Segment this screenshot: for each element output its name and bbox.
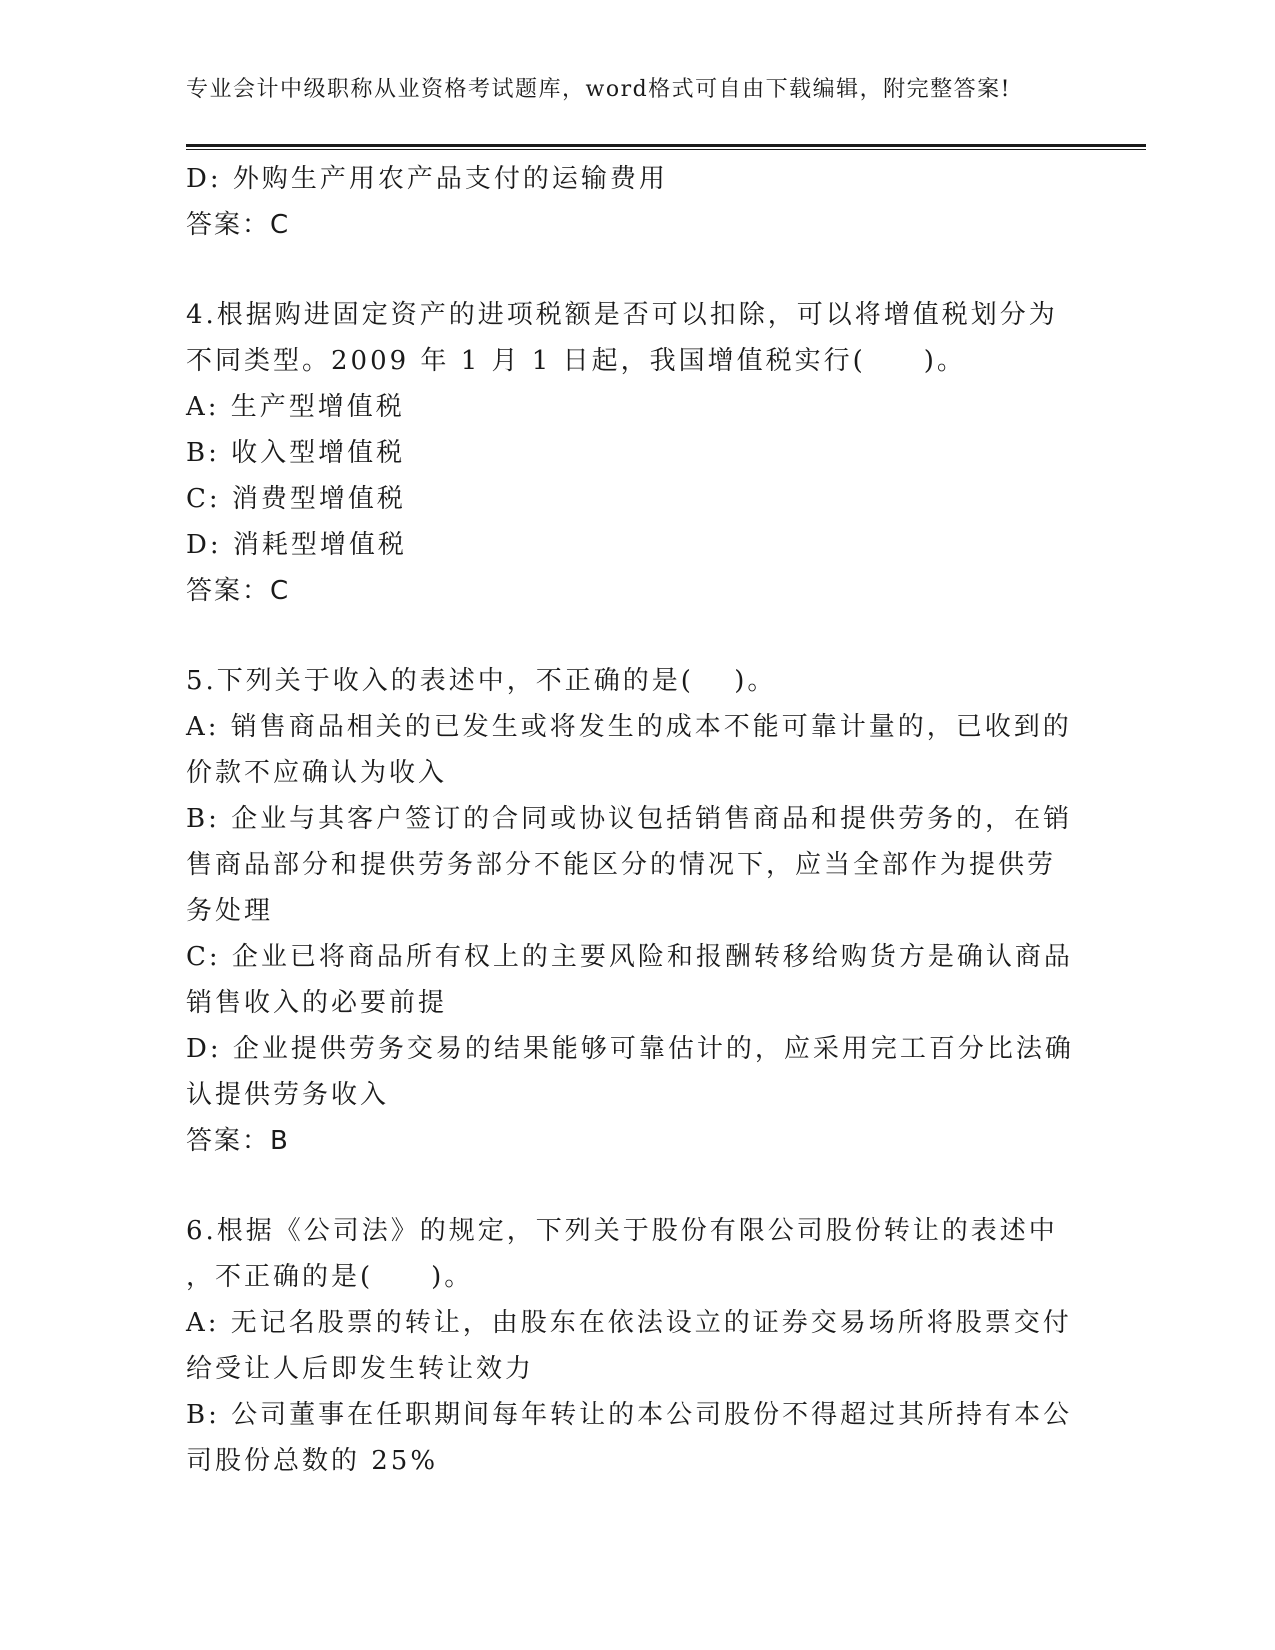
option-a: A: 无记名股票的转让，由股东在依法设立的证券交易场所将股票交付 [186,1308,1072,1338]
option-b: B: 公司董事在任职期间每年转让的本公司股份不得超过其所持有本公 [186,1400,1073,1430]
option-d: D: 外购生产用农产品支付的运输费用 [186,164,668,194]
question-6 [186,1208,1076,1484]
question-stem-line: ，不正确的是( )。 [186,1262,474,1292]
option-d-continued: 认提供劳务收入 [186,1080,390,1110]
page-header: 专业会计中级职称从业资格考试题库，word格式可自由下载编辑，附完整答案! [186,77,1012,102]
question-5 [186,658,1076,1164]
option-a-continued: 给受让人后即发生转让效力 [186,1354,535,1384]
option-b-continued: 司股份总数的 25% [186,1446,439,1476]
answer: 答案：C [186,576,291,606]
option-b: B: 企业与其客户签订的合同或协议包括销售商品和提供劳务的，在销 [186,804,1073,834]
spacer [186,614,1076,658]
option-c-continued: 销售收入的必要前提 [186,988,448,1018]
header-divider [186,144,1146,150]
question-stem-line: 6.根据《公司法》的规定，下列关于股份有限公司股份转让的表述中 [186,1216,1058,1246]
option-b-continued: 售商品部分和提供劳务部分不能区分的情况下，应当全部作为提供劳 [186,850,1057,880]
spacer [186,1164,1076,1208]
option-d: D: 消耗型增值税 [186,530,407,560]
answer: 答案：B [186,1126,290,1156]
question-stem-line: 4.根据购进固定资产的进项税额是否可以扣除，可以将增值税划分为 [186,300,1058,330]
option-b-continued: 务处理 [186,896,274,926]
document-body [186,156,1076,1484]
question-stem-line: 5.下列关于收入的表述中，不正确的是( )。 [186,666,777,696]
option-c: C: 消费型增值税 [186,484,406,514]
option-a: A: 销售商品相关的已发生或将发生的成本不能可靠计量的，已收到的 [186,712,1072,742]
option-d: D: 企业提供劳务交易的结果能够可靠估计的，应采用完工百分比法确 [186,1034,1074,1064]
answer: 答案：C [186,210,291,240]
question-4 [186,292,1076,614]
option-c: C: 企业已将商品所有权上的主要风险和报酬转移给购货方是确认商品 [186,942,1073,972]
option-a-continued: 价款不应确认为收入 [186,758,448,788]
spacer [186,248,1076,292]
question-stem-line: 不同类型。2009 年 1 月 1 日起，我国增值税实行( )。 [186,346,966,376]
option-b: B: 收入型增值税 [186,438,406,468]
option-a: A: 生产型增值税 [186,392,405,422]
